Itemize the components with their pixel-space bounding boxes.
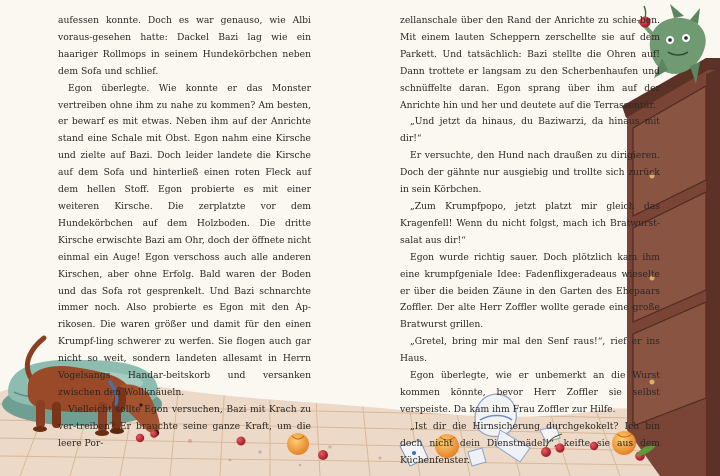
- paragraph: Er versuchte, den Hund nach draußen zu dirigieren. Doch der gähnte nur ausgiebig und trollte sich zurück in sein Körbchen.: [400, 150, 660, 196]
- paragraph: Egon überlegte. Wie konnte er das Monster vertreiben ohne ihm zu nahe zu kommen? Am besten, er bewarf es mit etwas. Neben ihm auf der Anrichte stand eine Schale mit Obst. Egon nahm eine Kirsche und zielte auf Bazi. Doch leider landete die Kirsche auf dem Sofa und hinterließ einen roten Fleck auf dem hellen Stoff. Egon probierte es mit einer weiteren Kirsche. Die zerplatzte vor dem Hundekörbchen auf dem Holzboden. Die dritte Kirsche erwischte Bazi am Ohr, doch der öffnete nicht einmal ein Auge! Egon verschoss auch alle anderen Kirschen, aber ohne Erfolg. Bald waren der Boden und das Sofa rot gesprenkelt. Und Bazi schnarchte immer noch. Also probierte es Egon mit den Ap-rikosen. Die waren größer und damit für den einen Krumpf-ling schwerer zu werfen. Sie flogen auch gar nicht so weit, sondern landeten allesamt in Herrn Vogelsangs Handar-beitskorb und versanken zwischen den Wollknäueln.: [58, 82, 311, 398]
- paragraph: „Und jetzt da hinaus, du Baziwarzi, da hinaus mit dir!“: [400, 116, 660, 145]
- paragraph: Egon wurde richtig sauer. Doch plötzlich kam ihm eine krumpfgeniale Idee: Fadenflixgeradeaus wieselte er über die beiden Zäune in den Garten des Ehepaars Zoffler. Der alte Herr Zoffler wollte gerade eine große Bratwurst grillen.: [400, 251, 660, 331]
- paragraph: „Gretel, bring mir mal den Senf raus!“, rief er ins Haus.: [400, 336, 660, 365]
- cherry-icon: [318, 450, 328, 460]
- paragraph: Vielleicht sollte Egon versuchen, Bazi mit Krach zu ver-treiben? Er brauchte seine ganze Kraft, um die leere Por-: [58, 403, 311, 449]
- paragraph: „Ist dir die Hirnsicherung durchgekokelt? Ich bin doch nicht dein Dienstmädel!“, keifte sie aus dem Küchenfenster.: [400, 420, 660, 466]
- paragraph: zellanschale über den Rand der Anrichte zu schie-ben. Mit einem lauten Scheppern zerschellte sie auf dem Parkett. Und tatsächlich: Bazi stellte die Ohren auf! Dann trottete er langsam zu den Scherbenhaufen und schnüffelte daran. Egon sprang über ihm auf der Anrichte hin und her und deutete auf die Terrassentür.: [400, 15, 660, 111]
- right-page-text: [400, 13, 660, 469]
- paragraph: aufessen konnte. Doch es war genauso, wie Albi voraus-gesehen hatte: Dackel Bazi lag wie ein haariger Rollmops in seinem Hundekörbchen neben dem Sofa und schlief.: [58, 15, 311, 77]
- paragraph: „Zum Krumpfpopo, jetzt platzt mir gleich das Kragenfell! Wenn du nicht folgst, mach ich Bratwurst-salat aus dir!“: [400, 200, 660, 246]
- paragraph: Egon überlegte, wie er unbemerkt an die Wurst kommen könnte, bevor Herr Zoffler sie selbst verspeiste. Da kam ihm Frau Zoffler zur Hilfe.: [400, 370, 660, 415]
- left-page-text: [58, 13, 311, 453]
